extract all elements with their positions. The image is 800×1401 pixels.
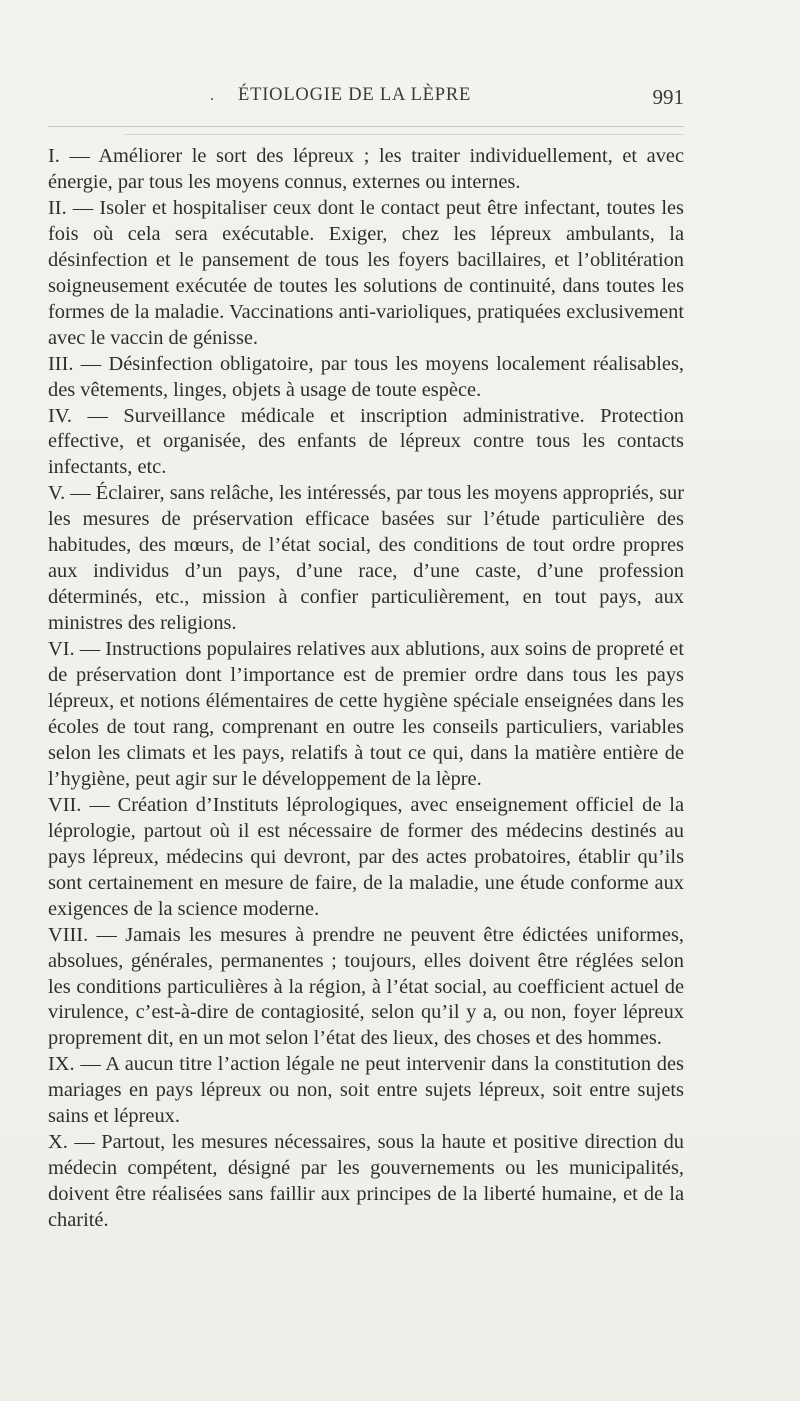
paragraph-x: X. — Partout, les mesures nécessaires, sous la haute et positive direction du médecin compétent, désigné par les gouvernements ou les municipalités, doivent être réalisées sans faillir aux principes de la liberté humaine, et de la charité. — [48, 1131, 684, 1232]
paragraph-vi: VI. — Instructions populaires relatives aux ablutions, aux soins de propreté et de préservation dont l’importance est de premier ordre dans tous les pays lépreux, et notions élémentaires de cette hygiène spéciale enseignées dans les écoles de tout rang, comprenant en outre les conseils particuliers, variables selon les climats et les pays, relatifs à tout ce qui, dans la matière entière de l’hygiène, peut agir sur le développement de la lèpre. — [48, 638, 684, 790]
paragraph-viii: VIII. — Jamais les mesures à prendre ne peuvent être édictées uniformes, absolues, générales, permanentes ; toujours, elles doivent être réglées selon les conditions particulières à la région, à l’état social, au coefficient actuel de virulence, c’est-à-dire de contagiosité, selon qu’il y a, ou non, foyer lépreux proprement dit, en un mot selon l’état des lieux, des choses et des hommes. — [48, 923, 684, 1050]
paragraph-i: I. — Améliorer le sort des lépreux ; les traiter individuellement, et avec énergie, par tous les moyens connus, externes ou internes. — [48, 145, 684, 193]
paragraph-vii: VII. — Création d’Instituts léprologiques, avec enseignement officiel de la léprologie, partout où il est nécessaire de former des médecins destinés au pays lépreux, médecins qui devront, par des actes probatoires, établir qu’ils sont certainement en mesure de faire, de la maladie, une étude conforme aux exigences de la science moderne. — [48, 793, 684, 920]
body-text — [48, 144, 684, 1234]
paragraph-ii: II. — Isoler et hospitaliser ceux dont le contact peut être infectant, toutes les fois où cela sera exécutable. Exiger, chez les lépreux ambulants, la désinfection et le pansement de tous les foyers bacillaires, et l’oblitération soigneusement exécutée de toutes les solutions de continuité, dans toutes les formes de la maladie. Vaccinations anti-varioliques, pratiquées exclusivement avec le vaccin de génisse. — [48, 196, 684, 349]
paragraph-iv: IV. — Surveillance médicale et inscription administrative. Protection effective, et organisée, des enfants de lépreux contre tous les contacts infectants, etc. — [48, 404, 684, 479]
running-head — [48, 85, 684, 115]
page-number: 991 — [652, 85, 684, 109]
header-rule — [48, 126, 684, 127]
paragraph-v: V. — Éclairer, sans relâche, les intéressés, par tous les moyens appropriés, sur les mesures de préservation efficace basées sur l’étude particulière des habitudes, des mœurs, de l’état social, des conditions de tout ordre propres aux individus d’un pays, d’une race, d’une caste, d’une profession déterminés, etc., mission à confier particulièrement, en tout pays, aux ministres des religions. — [48, 482, 684, 635]
paragraph-ix: IX. — A aucun titre l’action légale ne peut intervenir dans la constitution des mariages en pays lépreux ou non, soit entre sujets lépreux, soit entre sujets sains et lépreux. — [48, 1053, 684, 1128]
running-head-bullet: . — [210, 87, 215, 104]
header-rule-faint — [124, 134, 684, 135]
paragraph-iii: III. — Désinfection obligatoire, par tous les moyens localement réalisables, des vêtements, linges, objets à usage de toute espèce. — [48, 352, 684, 401]
running-head-title: ÉTIOLOGIE DE LA LÈPRE — [238, 85, 472, 105]
